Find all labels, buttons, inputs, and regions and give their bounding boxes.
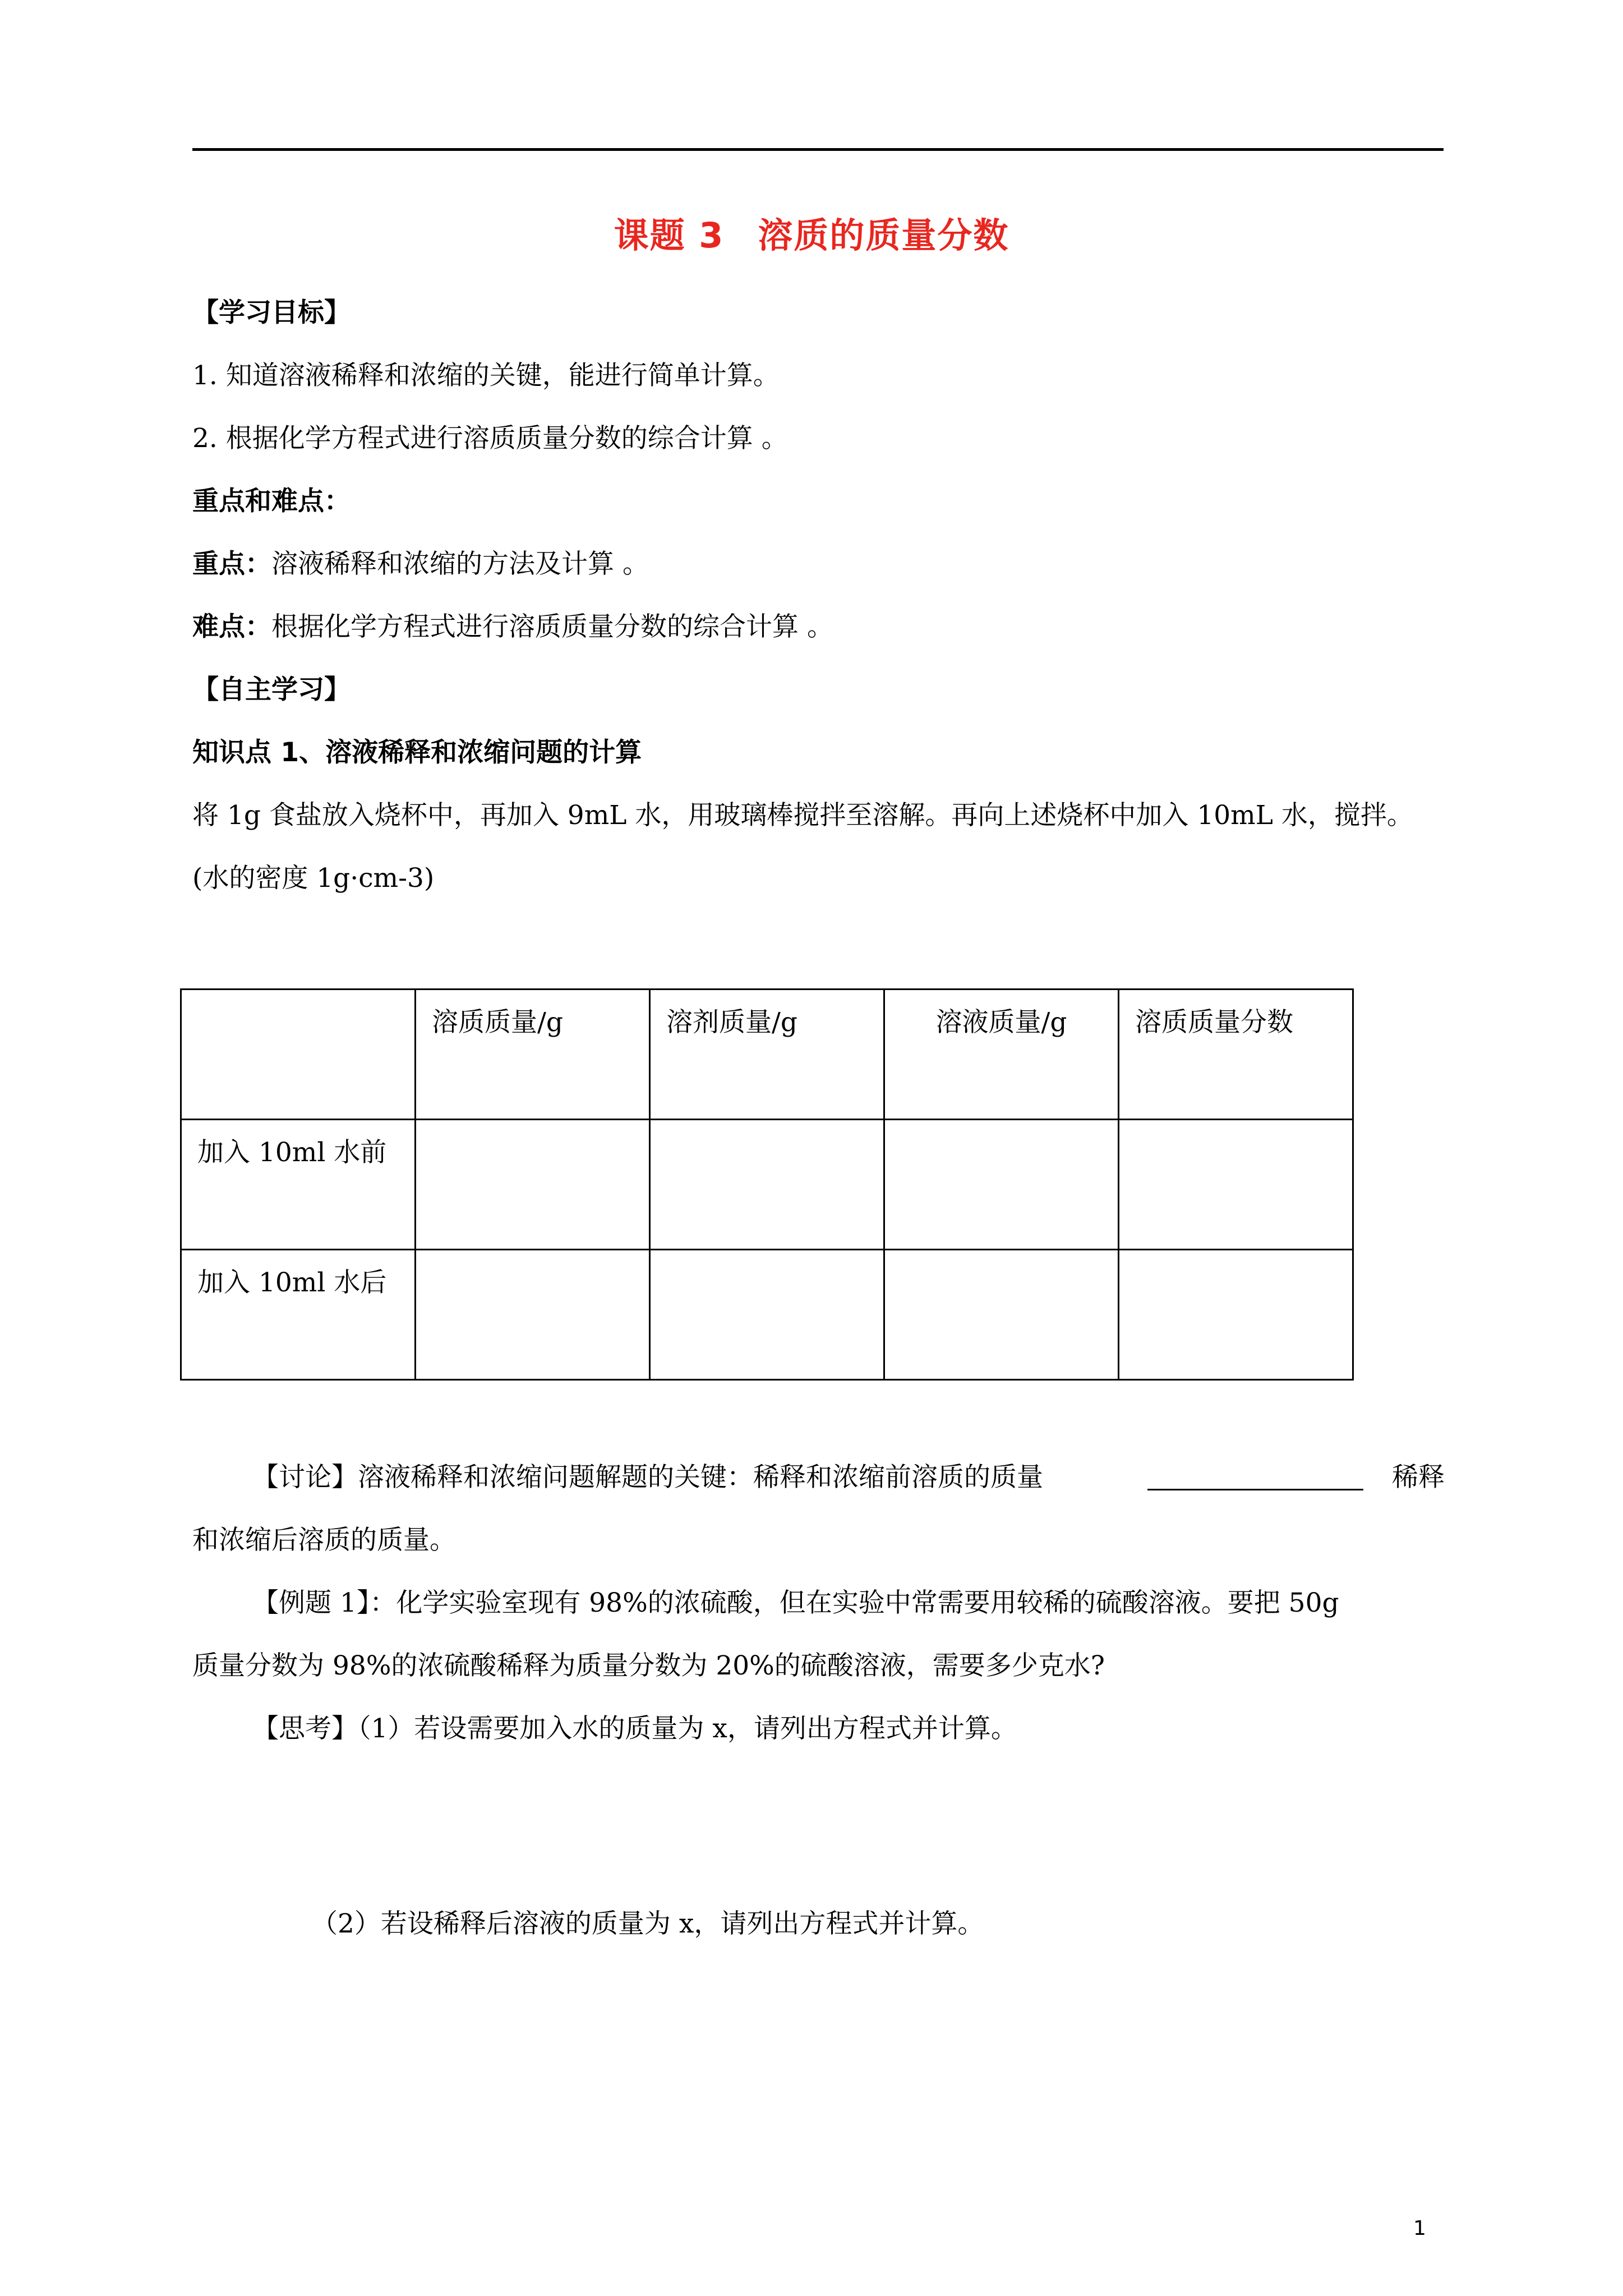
table-header-cell: 溶质质量/g xyxy=(416,990,650,1120)
table-cell xyxy=(884,1250,1119,1380)
objective-1: 1. 知道溶液稀释和浓缩的关键，能进行简单计算。 xyxy=(192,360,780,391)
table-row xyxy=(181,1250,1353,1380)
experiment-line-1: 将 1g 食盐放入烧杯中，再加入 9mL 水，用玻璃棒搅拌至溶解。再向上述烧杯中加入 10mL 水，搅拌。 xyxy=(192,800,1413,831)
table-row-label: 加入 10ml 水后 xyxy=(181,1250,416,1380)
key-difficult-heading: 重点和难点： xyxy=(192,486,351,517)
table-row xyxy=(181,1120,1353,1250)
table-cell xyxy=(884,1120,1119,1250)
table-header-row xyxy=(181,990,1353,1120)
discussion-line-1: 【讨论】溶液稀释和浓缩问题解题的关键：稀释和浓缩前溶质的质量 xyxy=(252,1462,1043,1493)
table-cell xyxy=(650,1120,884,1250)
table-row-label: 加入 10ml 水前 xyxy=(181,1120,416,1250)
table-header-cell: 溶剂质量/g xyxy=(650,990,884,1120)
table-cell xyxy=(650,1250,884,1380)
data-table xyxy=(180,988,1354,1381)
page-title xyxy=(0,208,1623,257)
difficult-point-line xyxy=(192,610,833,644)
example-line-2: 质量分数为 98%的浓硫酸稀释为质量分数为 20%的硫酸溶液，需要多少克水? xyxy=(192,1650,1105,1681)
difficult-label: 难点： xyxy=(192,611,271,642)
table-cell xyxy=(416,1120,650,1250)
self-study-heading: 【自主学习】 xyxy=(192,674,351,705)
fill-in-blank xyxy=(1147,1489,1363,1490)
header-rule xyxy=(192,148,1444,151)
experiment-line-2: (水的密度 1g·cm-3) xyxy=(192,863,435,894)
title-prefix: 课题 3 xyxy=(614,215,725,256)
discussion-line-1-end: 稀释 xyxy=(1392,1462,1445,1493)
table-header-cell: 溶质质量分数 xyxy=(1119,990,1353,1120)
think-line-1: 【思考】（1）若设需要加入水的质量为 x，请列出方程式并计算。 xyxy=(252,1713,1017,1744)
table-cell xyxy=(1119,1250,1353,1380)
key-text: 溶液稀释和浓缩的方法及计算 。 xyxy=(271,549,649,579)
objective-2: 2. 根据化学方程式进行溶质质量分数的综合计算 。 xyxy=(192,423,788,454)
objectives-heading: 【学习目标】 xyxy=(192,297,351,328)
think-line-2: （2）若设稀释后溶液的质量为 x，请列出方程式并计算。 xyxy=(311,1908,984,1939)
discussion-line-2: 和浓缩后溶质的质量。 xyxy=(192,1525,456,1556)
page-number: 1 xyxy=(1413,2217,1426,2240)
table-header-cell: 溶液质量/g xyxy=(884,990,1119,1120)
knowledge-1-heading: 知识点 1、溶液稀释和浓缩问题的计算 xyxy=(192,737,642,768)
example-line-1: 【例题 1】：化学实验室现有 98%的浓硫酸，但在实验中常需要用较稀的硫酸溶液。要把 50g xyxy=(252,1588,1339,1618)
table-cell xyxy=(416,1250,650,1380)
table-cell xyxy=(1119,1120,1353,1250)
title-main: 溶质的质量分数 xyxy=(758,215,1009,256)
difficult-text: 根据化学方程式进行溶质质量分数的综合计算 。 xyxy=(271,611,833,642)
key-label: 重点： xyxy=(192,549,271,579)
key-point-line xyxy=(192,547,649,581)
table-header-cell xyxy=(181,990,416,1120)
